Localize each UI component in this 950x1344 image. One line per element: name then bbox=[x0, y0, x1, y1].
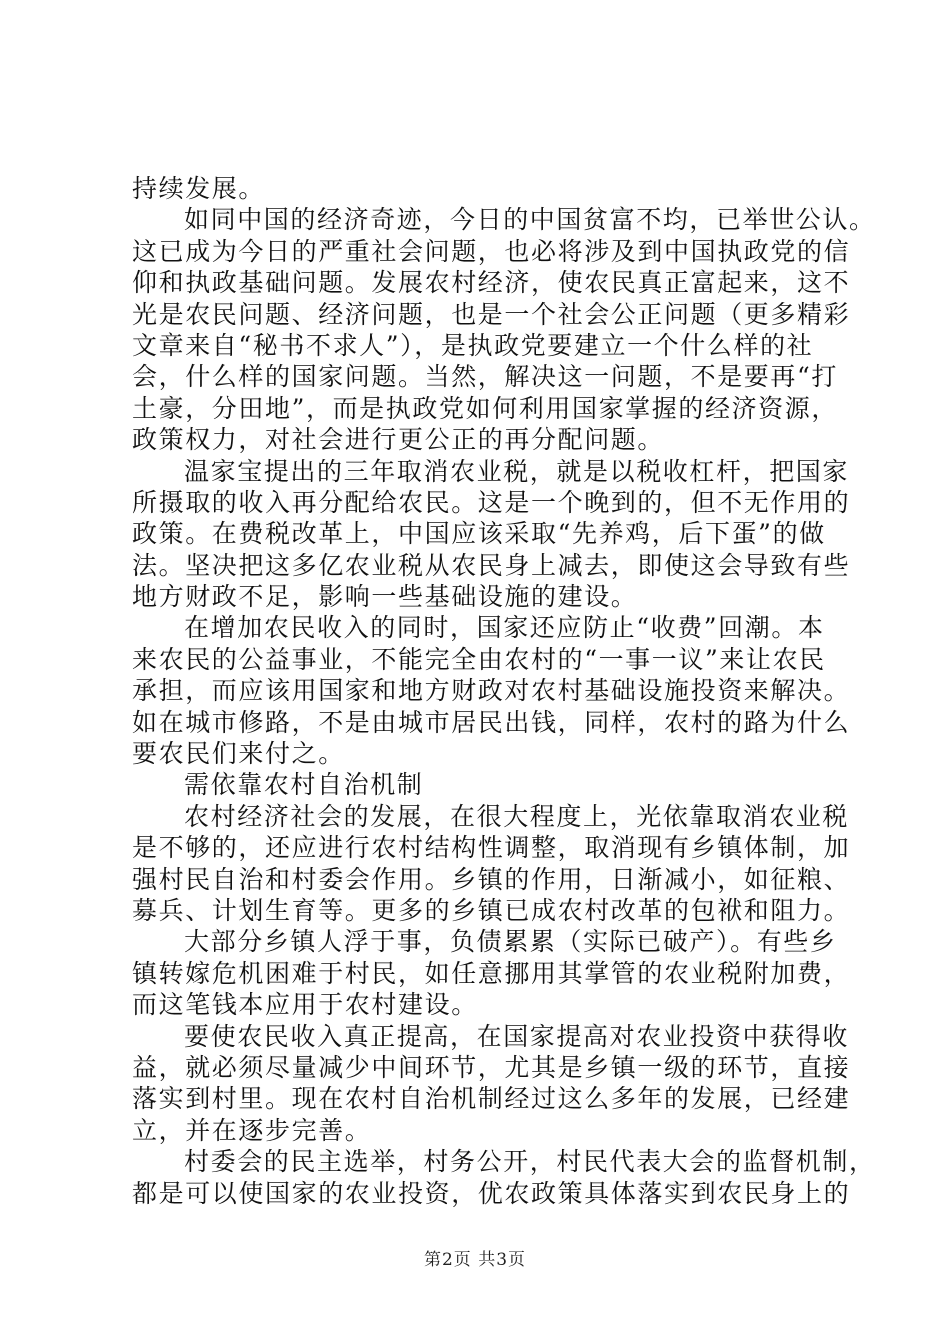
section-heading: 需依靠农村自治机制 bbox=[184, 770, 424, 800]
text-line: 要使农民收入真正提高，在国家提高对农业投资中获得收 bbox=[184, 1021, 850, 1051]
text-line: 落实到村里。现在农村自治机制经过这么多年的发展，已经建 bbox=[132, 1084, 851, 1114]
text-line: 农村经济社会的发展，在很大程度上，光依靠取消农业税 bbox=[184, 801, 850, 831]
text-line: 而这笔钱本应用于农村建设。 bbox=[132, 990, 478, 1020]
text-line: 都是可以使国家的农业投资，优农政策具体落实到农民身上的 bbox=[132, 1178, 851, 1208]
text-line: 文章来自“秘书不求人”），是执政党要建立一个什么样的社 bbox=[132, 330, 814, 360]
text-line: 益，就必须尽量减少中间环节，尤其是乡镇一级的环节，直接 bbox=[132, 1052, 851, 1082]
text-line: 立，并在逐步完善。 bbox=[132, 1115, 372, 1145]
text-line: 政策权力，对社会进行更公正的再分配问题。 bbox=[132, 425, 665, 455]
text-line: 在增加农民收入的同时，国家还应防止“收费”回潮。本 bbox=[184, 613, 825, 643]
text-line: 光是农民问题、经济问题，也是一个社会公正问题（更多精彩 bbox=[132, 299, 851, 329]
text-line: 仰和执政基础问题。发展农村经济，使农民真正富起来，这不 bbox=[132, 268, 851, 298]
text-line: 要农民们来付之。 bbox=[132, 739, 345, 769]
text-line: 承担，而应该用国家和地方财政对农村基础设施投资来解决。 bbox=[132, 676, 851, 706]
text-line: 温家宝提出的三年取消农业税，就是以税收杠杆，把国家 bbox=[184, 456, 850, 486]
text-line: 会，什么样的国家问题。当然，解决这一问题，不是要再“打 bbox=[132, 362, 838, 392]
body-text bbox=[132, 173, 876, 1209]
text-line: 募兵、计划生育等。更多的乡镇已成农村改革的包袱和阻力。 bbox=[132, 895, 851, 925]
text-line: 所摄取的收入再分配给农民。这是一个晚到的，但不无作用的 bbox=[132, 487, 851, 517]
text-line: 镇转嫁危机困难于村民，如任意挪用其掌管的农业税附加费， bbox=[132, 958, 851, 988]
text-line: 地方财政不足，影响一些基础设施的建设。 bbox=[132, 582, 638, 612]
text-line: 村委会的民主选举，村务公开，村民代表大会的监督机制， bbox=[184, 1147, 876, 1177]
text-line: 强村民自治和村委会作用。乡镇的作用，日渐减小，如征粮、 bbox=[132, 864, 851, 894]
text-line: 来农民的公益事业，不能完全由农村的“一事一议”来让农民 bbox=[132, 644, 826, 674]
text-line: 这已成为今日的严重社会问题，也必将涉及到中国执政党的信 bbox=[132, 236, 851, 266]
text-line: 法。坚决把这多亿农业税从农民身上减去，即使这会导致有些 bbox=[132, 550, 851, 580]
text-line: 是不够的，还应进行农村结构性调整，取消现有乡镇体制，加 bbox=[132, 833, 851, 863]
text-line: 土豪，分田地”，而是执政党如何利用国家掌握的经济资源， bbox=[132, 393, 838, 423]
page-footer: 第2页 共3页 bbox=[423, 1250, 527, 1270]
text-line: 持续发展。 bbox=[132, 174, 266, 203]
text-line: 如在城市修路，不是由城市居民出钱，同样，农村的路为什么 bbox=[132, 707, 851, 737]
text-line: 大部分乡镇人浮于事，负债累累（实际已破产）。有些乡 bbox=[184, 927, 837, 957]
text-line: 政策。在费税改革上，中国应该采取“先养鸡，后下蛋”的做 bbox=[132, 519, 826, 549]
text-line: 如同中国的经济奇迹，今日的中国贫富不均，已举世公认。 bbox=[184, 205, 876, 235]
